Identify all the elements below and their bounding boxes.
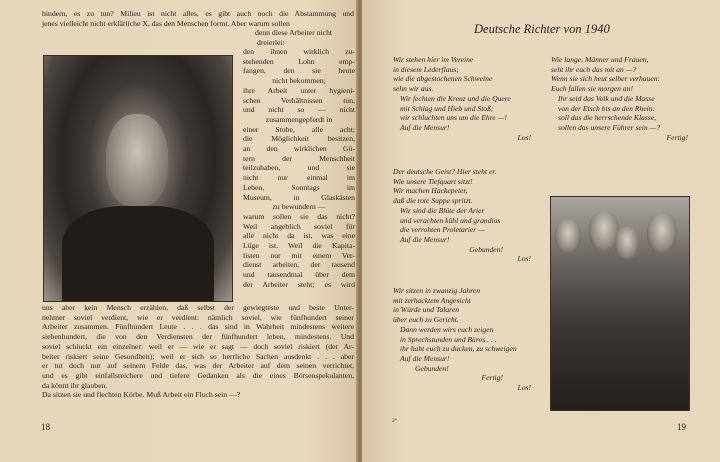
portrait-face xyxy=(106,114,168,206)
text-line: denn diese Arbeiter nicht xyxy=(255,28,333,37)
text-line: warum sollen sie das nicht? xyxy=(243,211,355,221)
text-line: jenes vielleicht nicht erklärliche X, das den Menschen formt. Aber warum sollen xyxy=(42,18,290,28)
photo-figure xyxy=(555,219,581,253)
text-line: nehmer soviel verdient, wie er verdient: nämlich soviel, wie fünfhundert seiner xyxy=(42,312,354,322)
stanza-4 xyxy=(393,286,531,393)
verse-line: sollen das unsere Führer sein —? xyxy=(558,122,661,132)
stanza-2 xyxy=(551,55,688,142)
verse-line: sehn wir aus. xyxy=(393,84,434,94)
text-line: fangen, den sie heute xyxy=(243,66,355,76)
text-line: Leben, Sonntags im xyxy=(243,182,355,192)
text-line: zu bewundern — xyxy=(272,202,326,212)
verse-line: Fertig! xyxy=(481,373,503,383)
text-line: soviel schluckt ein einzelner: weil er — wie er sagt — doch soviel riskiert (der Ar- xyxy=(42,341,354,351)
text-line: und tausendmal über dem xyxy=(243,270,355,280)
text-line: Lüge ist. Weil die Kapita- xyxy=(243,241,355,251)
portrait-photo xyxy=(43,55,233,302)
verse-line: in diesem Lederflaus; xyxy=(393,64,459,74)
verse-line: Fertig! xyxy=(666,132,688,142)
verse-line: über euch zu Gericht. xyxy=(393,315,459,325)
verse-line: Der deutsche Geist? Hier steht er. xyxy=(393,167,497,176)
text-line: dienst arbeiten, der tausend xyxy=(243,260,355,270)
left-top-text xyxy=(42,9,354,28)
text-line: Arbeiter zusammen. Fünfhundert Leute . . . das sind in Wahrheit mindestens weitere xyxy=(42,322,354,332)
verse-line: Euch fallen sie morgen an! xyxy=(551,84,633,94)
verse-line: die verrohten Proletarier — xyxy=(400,225,485,235)
text-line: alle nicht da ist, was eine xyxy=(243,231,355,241)
text-line: siebenhundert, die von den Verdiensten der fünfhundert leben, mindestens. Und xyxy=(42,332,354,342)
page-number-right: 19 xyxy=(677,422,686,432)
left-page xyxy=(0,0,358,462)
text-line: da könnt ihr glauben. xyxy=(42,380,108,390)
text-line: Da sitzen sie und flechten Körbe. Muß Arbeit ein Fluch sein —? xyxy=(42,390,241,400)
footnote-mark: 2* xyxy=(392,419,397,424)
left-column-text xyxy=(243,47,355,290)
text-line: beiter riskiert seine Gesundheit); weil er sich so herrliche Sachen ausdenkt . . . aber xyxy=(42,351,354,361)
verse-line: ihr habt euch zu ducken, zu schweigen xyxy=(400,344,517,354)
verse-line: Gebunden! xyxy=(469,244,503,254)
text-line: der Arbeiter steht; es wird xyxy=(243,279,355,289)
text-line: nicht nur einmal im xyxy=(243,173,355,183)
text-line: dreierlei: xyxy=(257,37,285,47)
verse-line: und verachten kühl und grandios xyxy=(400,215,501,225)
verse-line: in Würde und Talaren xyxy=(393,305,460,315)
page-number-left: 18 xyxy=(41,422,50,432)
verse-line: Auf die Mensur! xyxy=(400,353,450,363)
portrait-shawl xyxy=(62,206,214,301)
verse-line: Dann werden wirs euch zeigen xyxy=(400,324,494,334)
text-line: ihre Arbeit unter hygieni- xyxy=(243,85,355,95)
text-line: tern der Menschheit xyxy=(243,153,355,163)
poem-title: Deutsche Richter von 1940 xyxy=(474,22,610,36)
verse-line: Wie lange, Männer und Frauen, xyxy=(551,55,649,64)
text-line: einer Stube, alle acht; xyxy=(243,124,355,134)
text-line: teilzuhaben, und sie xyxy=(243,163,355,173)
left-top-text-cont xyxy=(255,28,355,47)
verse-line: Wir machen Hackepeter, xyxy=(393,186,468,196)
text-line: stehenden Lohn emp- xyxy=(243,56,355,66)
text-line: schen Verhältnissen tun, xyxy=(243,95,355,105)
verse-line: Los! xyxy=(517,383,531,393)
verse-line: Wie unsere Tiefquart sitzt! xyxy=(393,176,473,186)
verse-line: mit Schlag und Hieb und Stoß; xyxy=(400,103,494,113)
photo-figure xyxy=(647,213,677,253)
verse-line: Auf die Mensur! xyxy=(400,122,450,132)
text-line: nicht bekommen; xyxy=(272,76,326,86)
text-line: die Möglichkeit besitzen, xyxy=(243,134,355,144)
verse-line: Wir sind die Blüte der Arier xyxy=(400,205,485,215)
verse-line: Gebunden! xyxy=(415,363,449,373)
verse-line: daß die rote Suppe spritzt. xyxy=(393,196,473,206)
verse-line: Wir fechten die Kreuz und die Quere xyxy=(400,93,511,103)
verse-line: von der Etsch bis an den Rhein: xyxy=(558,103,656,113)
text-line: er tut doch nur auf seinem Felde das, was der Arbeiter auf dem seinen verrichtet, xyxy=(42,361,354,371)
text-line: Weil angeblich soviel für xyxy=(243,221,355,231)
text-line: und nicht so — nicht xyxy=(243,105,355,115)
text-line: listen nur mit einem Ver- xyxy=(243,250,355,260)
text-line: den ihnen wirklich zu- xyxy=(243,47,355,56)
verse-line: Los! xyxy=(517,132,531,142)
left-bottom-text xyxy=(42,303,354,400)
verse-line: Auf die Mensur! xyxy=(400,234,450,244)
stanza-1 xyxy=(393,55,531,142)
verse-line: Wir stehen hier im Vereine xyxy=(393,55,474,64)
verse-line: wie die abgestochenen Schweine xyxy=(393,74,493,84)
text-line: Museum, in Glaskästen xyxy=(243,192,355,202)
verse-line: Wenn sie sich heut selber verhauen: xyxy=(551,74,661,84)
text-line: uns aber kein Mensch erzählen, daß selbst der gewiegteste und beste Unter- xyxy=(42,303,354,312)
stanza-3 xyxy=(393,167,531,264)
verse-line: wir schluchten uns um die Ehre —! xyxy=(400,113,507,123)
verse-line: mit zerhacktem Angesicht xyxy=(393,295,471,305)
group-photo xyxy=(550,196,690,411)
verse-line: Wir sitzen in zwanzig Jahren xyxy=(393,286,481,295)
text-line: und es gibt einfallsreichere und tiefere Gedanken als die eines Börsenspekulanten, xyxy=(42,370,354,380)
text-line: hindern, es zu tun? Milieu ist nicht alles, es gibt auch noch die Abstammung und xyxy=(42,9,354,18)
text-line: an den wirklichen Gü- xyxy=(243,144,355,154)
verse-line: in Sprechstunden und Büros . . . xyxy=(400,334,497,344)
verse-line: soll das die herrschende Klasse, xyxy=(558,113,657,123)
verse-line: Los! xyxy=(517,254,531,264)
text-line: zusammengepferdt in xyxy=(265,114,333,124)
photo-figure xyxy=(615,227,639,259)
verse-line: seht ihr euch das mit an —? xyxy=(551,64,637,74)
verse-line: Ihr seid das Volk und die Masse xyxy=(558,93,655,103)
